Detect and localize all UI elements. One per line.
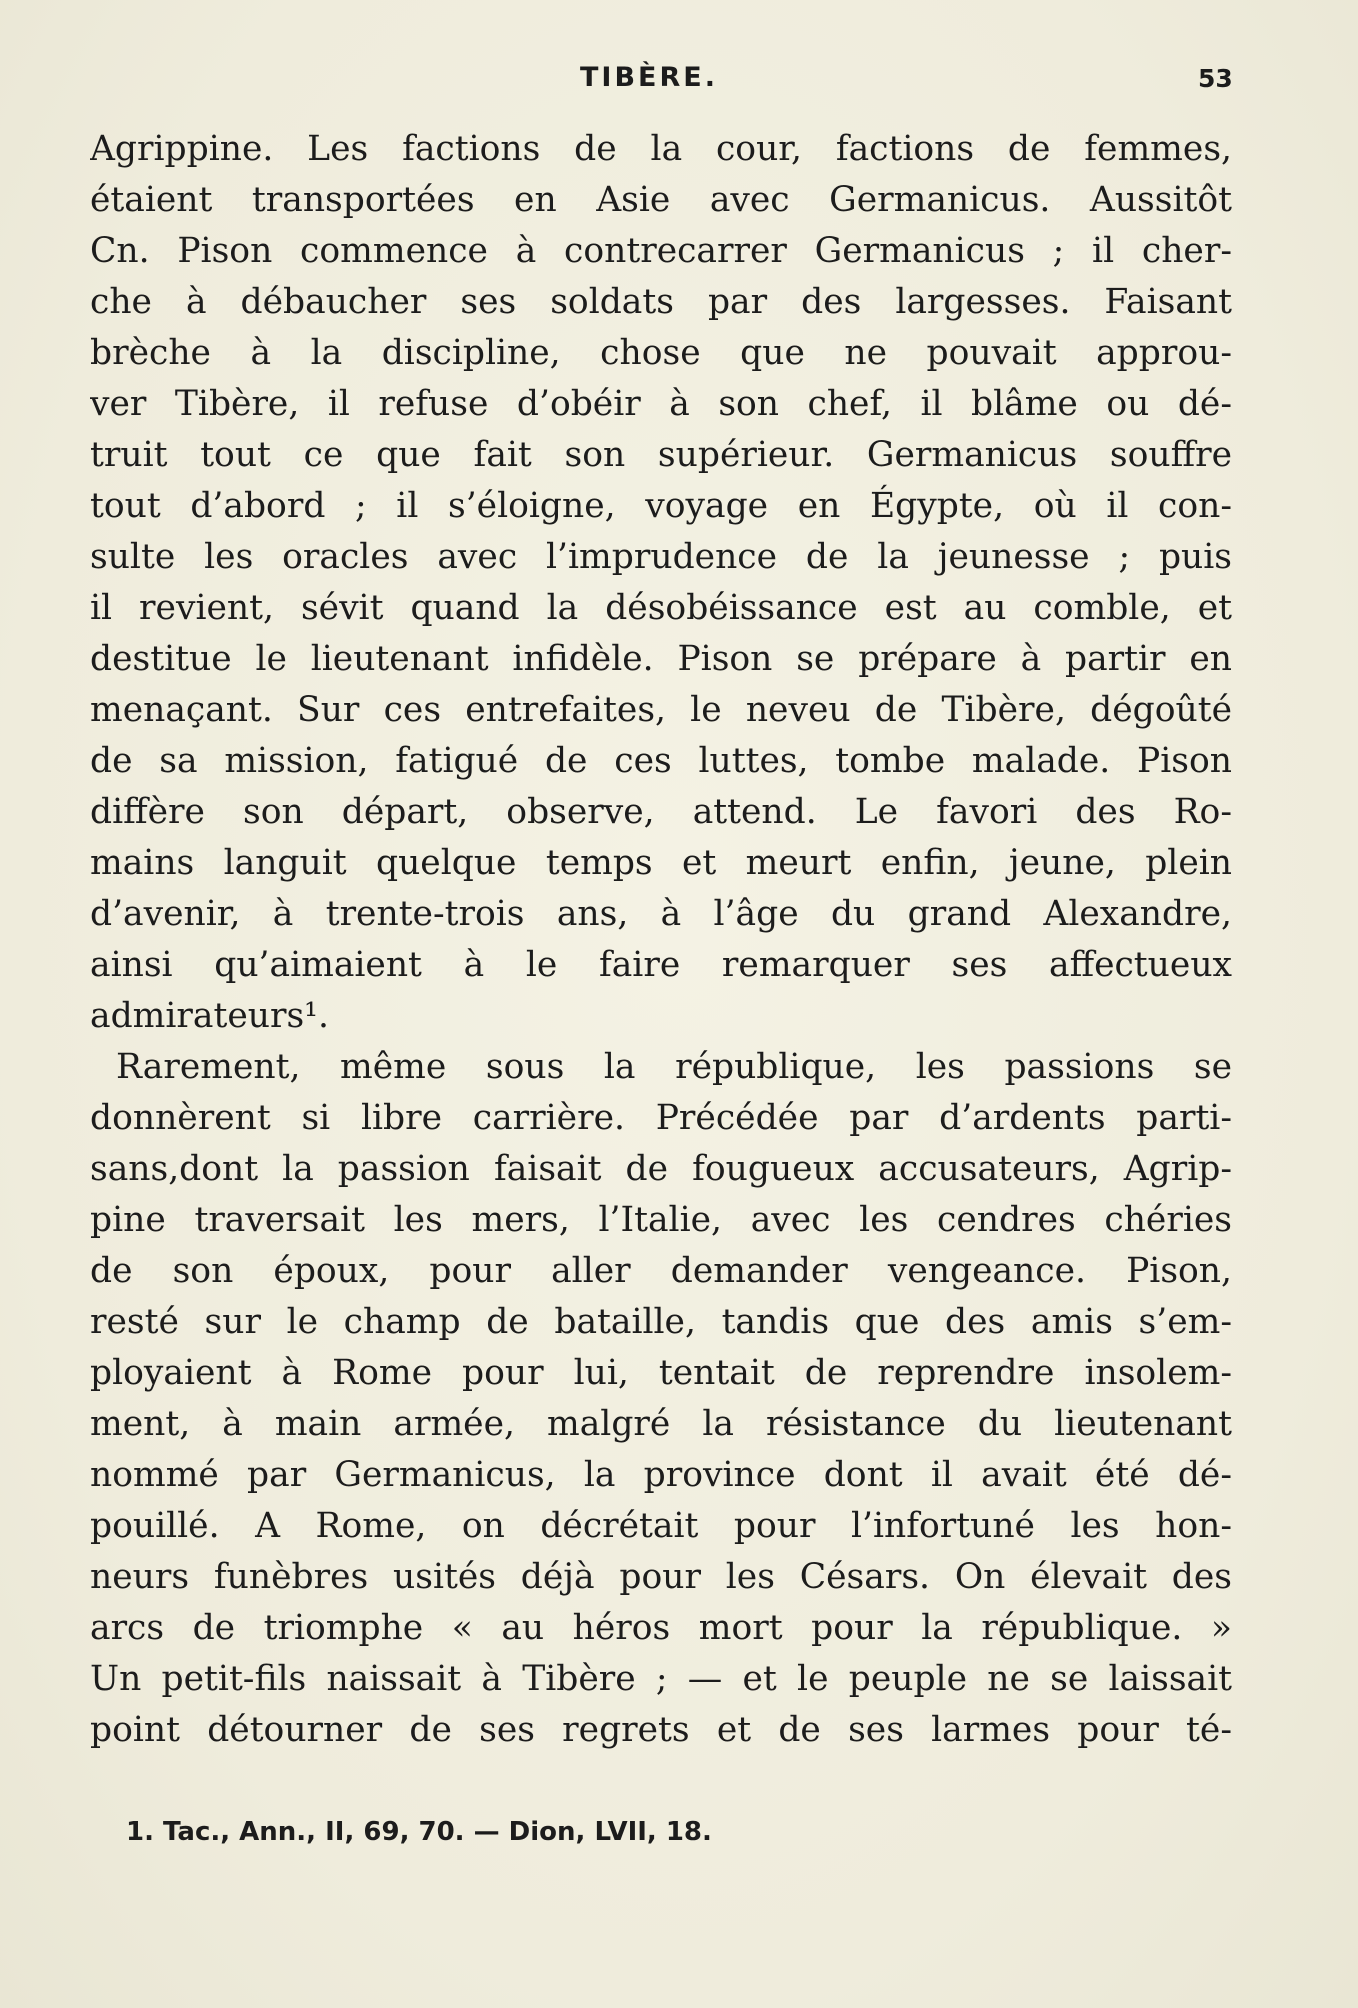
page-number: 53	[1198, 64, 1233, 93]
text-line: Rarement, même sous la république, les passions se	[116, 1047, 1232, 1087]
text-line: brèche à la discipline, chose que ne pouvait approu-	[90, 333, 1232, 373]
text-line: pine traversait les mers, l’Italie, avec les cendres chéries	[90, 1200, 1232, 1240]
text-line: ver Tibère, il refuse d’obéir à son chef, il blâme ou dé-	[90, 384, 1232, 424]
text-line: donnèrent si libre carrière. Précédée par d’ardents parti-	[90, 1098, 1232, 1138]
text-line: neurs funèbres usités déjà pour les Césars. On élevait des	[90, 1557, 1232, 1597]
text-line: Un petit-fils naissait à Tibère ; — et le peuple ne se laissait	[90, 1659, 1232, 1699]
running-title: TIBÈRE.	[580, 62, 718, 93]
text-line: pouillé. A Rome, on décrétait pour l’infortuné les hon-	[90, 1506, 1232, 1546]
text-line: sulte les oracles avec l’imprudence de la jeunesse ; puis	[90, 537, 1232, 577]
text-line: ment, à main armée, malgré la résistance du lieutenant	[90, 1404, 1232, 1444]
text-line: truit tout ce que fait son supérieur. Germanicus souffre	[90, 435, 1232, 475]
text-line: mains languit quelque temps et meurt enfin, jeune, plein	[90, 843, 1232, 883]
text-line: destitue le lieutenant infidèle. Pison se prépare à partir en	[90, 639, 1232, 679]
text-line: d’avenir, à trente-trois ans, à l’âge du grand Alexandre,	[90, 894, 1232, 934]
text-line: de sa mission, fatigué de ces luttes, tombe malade. Pison	[90, 741, 1232, 781]
text-line: che à débaucher ses soldats par des largesses. Faisant	[90, 282, 1232, 322]
text-line: Agrippine. Les factions de la cour, factions de femmes,	[90, 129, 1232, 169]
body-text	[90, 124, 1232, 1756]
text-line: menaçant. Sur ces entrefaites, le neveu de Tibère, dégoûté	[90, 690, 1232, 730]
paragraph-2	[90, 1042, 1232, 1756]
footnote: 1. Tac., Ann., II, 69, 70. — Dion, LVII, 18.	[126, 1817, 712, 1847]
text-line: nommé par Germanicus, la province dont il avait été dé-	[90, 1455, 1232, 1495]
paragraph-1	[90, 124, 1232, 1042]
text-line: resté sur le champ de bataille, tandis que des amis s’em-	[90, 1302, 1232, 1342]
text-line: admirateurs¹.	[90, 996, 329, 1036]
text-line: diffère son départ, observe, attend. Le favori des Ro-	[90, 792, 1232, 832]
text-line: tout d’abord ; il s’éloigne, voyage en Égypte, où il con-	[90, 486, 1232, 526]
text-line: de son époux, pour aller demander vengeance. Pison,	[90, 1251, 1232, 1291]
text-line: point détourner de ses regrets et de ses larmes pour té-	[90, 1710, 1232, 1750]
text-line: il revient, sévit quand la désobéissance est au comble, et	[90, 588, 1232, 628]
text-line: sans,dont la passion faisait de fougueux accusateurs, Agrip-	[90, 1149, 1232, 1189]
running-head	[0, 62, 1358, 102]
text-line: arcs de triomphe « au héros mort pour la république. »	[90, 1608, 1232, 1648]
text-line: étaient transportées en Asie avec Germanicus. Aussitôt	[90, 180, 1232, 220]
text-line: ainsi qu’aimaient à le faire remarquer ses affectueux	[90, 945, 1232, 985]
text-line: Cn. Pison commence à contrecarrer Germanicus ; il cher-	[90, 231, 1232, 271]
text-line: ployaient à Rome pour lui, tentait de reprendre insolem-	[90, 1353, 1232, 1393]
